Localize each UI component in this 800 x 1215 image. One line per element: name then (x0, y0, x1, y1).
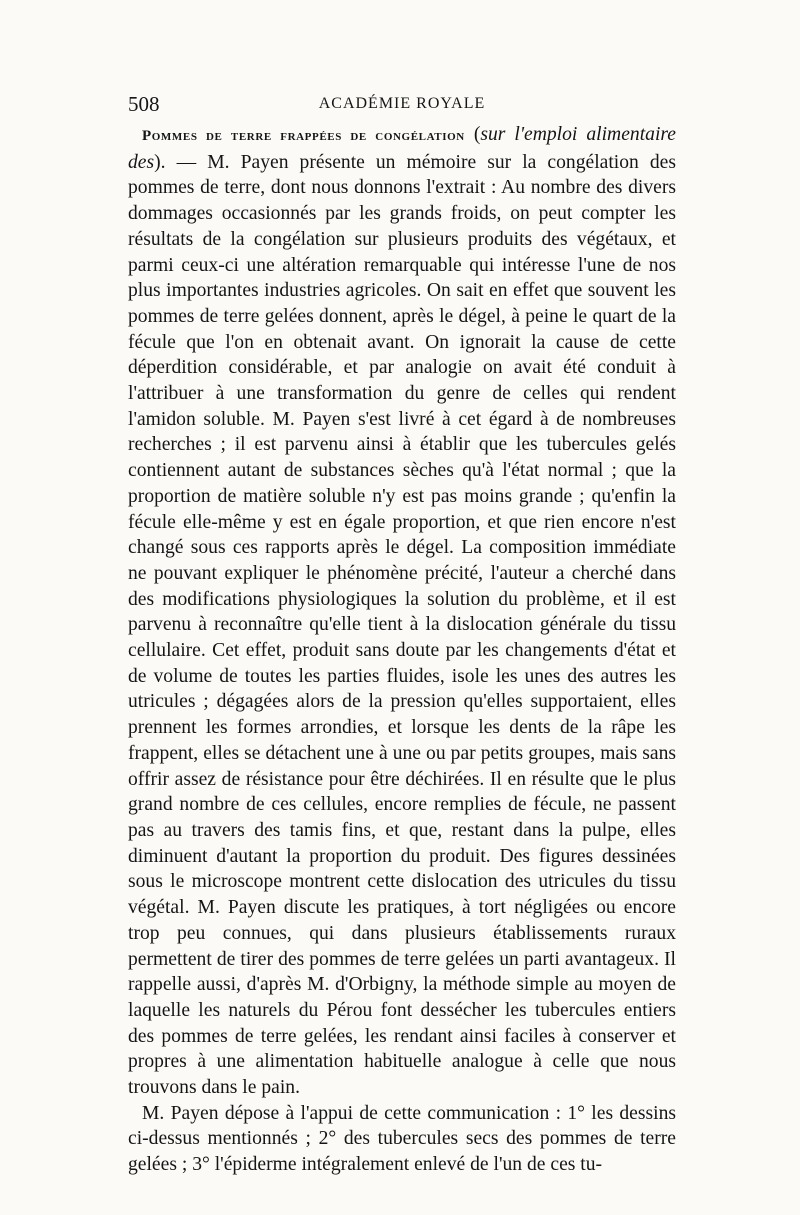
title-open: ( (464, 124, 481, 145)
article-title-italic: sur l'emploi alimentaire des (128, 124, 676, 173)
page-number: 508 (128, 92, 160, 116)
article-title: Pommes de terre frappées de congélation (142, 128, 465, 144)
paragraph-1-text: M. Payen présente un mémoire sur la congélation des pommes de terre, dont nous donnons l'extrait : Au nombre des divers dommages occasionnés par les grands froids, on peut compter les résultats de la congélation sur plusieurs produits des végétaux, et parmi ceux-ci une altération remarquable qui intéresse l'une de nos plus importantes industries agricoles. On sait en effet que souvent les pommes de terre gelées donnent, après le dégel, à peine le quart de la fécule que l'on en obtenait avant. On ignorait la cause de cette déperdition considérable, et par analogie on avait été conduit à l'attribuer à une transformation du genre de celles qui rendent l'amidon soluble. M. Payen s'est livré à cet égard à de nombreuses recherches ; il est parvenu ainsi à établir que les tubercules gelés contiennent autant de substances sèches qu'à l'état normal ; que la proportion de matière soluble n'y est pas moins grande ; qu'enfin la fécule elle-même y est en égale proportion, et que rien encore n'est changé sous ces rapports après le dégel. La composition immédiate ne pouvant expliquer le phénomène précité, l'auteur a cherché dans des modifications physiologiques la solution du problème, et il est parvenu à reconnaître qu'elle tient à la dislocation générale du tissu cellulaire. Cet effet, produit sans doute par les changements d'état et de volume de toutes les parties fluides, isole les unes des autres les utricules ; dégagées alors de la pression qu'elles supportaient, elles prennent les formes arrondies, et lorsque les dents de la râpe les frappent, elles se détachent une à une ou par petits groupes, mais sans offrir assez de résistance pour être déchirées. Il en résulte que le plus grand nombre de ces cellules, encore remplies de fécule, ne passent pas au travers des tamis fins, et que, restant dans la pulpe, elles diminuent d'autant la proportion du produit. Des figures dessinées sous le microscope montrent cette dislocation des utricules du tissu végétal. M. Payen discute les pratiques, à tort négligées ou encore trop peu connues, qui dans plusieurs établissements ruraux permettent de tirer des pommes de terre gelées un parti avantageux. Il rappelle aussi, d'après M. d'Orbigny, la méthode simple au moyen de laquelle les naturels du Pérou font dessécher les tubercules entiers des pommes de terre gelées, les rendant ainsi faciles à conserver et propres à une alimentation habituelle analogue à celle que nous trouvons dans le pain. (128, 151, 676, 1099)
article-body (128, 122, 676, 1178)
title-close: ). — (154, 151, 208, 173)
paragraph-2: M. Payen dépose à l'appui de cette communication : 1° les dessins ci-dessus mentionnés ; 2° des tubercules secs des pommes de terre gelées ; 3° l'épiderme intégralement enlevé de l'un de ces tu- (128, 1102, 676, 1176)
running-title: ACADÉMIE ROYALE (318, 95, 486, 112)
paragraph-1 (128, 122, 676, 1101)
running-header (128, 92, 676, 118)
document-page (128, 92, 676, 1178)
